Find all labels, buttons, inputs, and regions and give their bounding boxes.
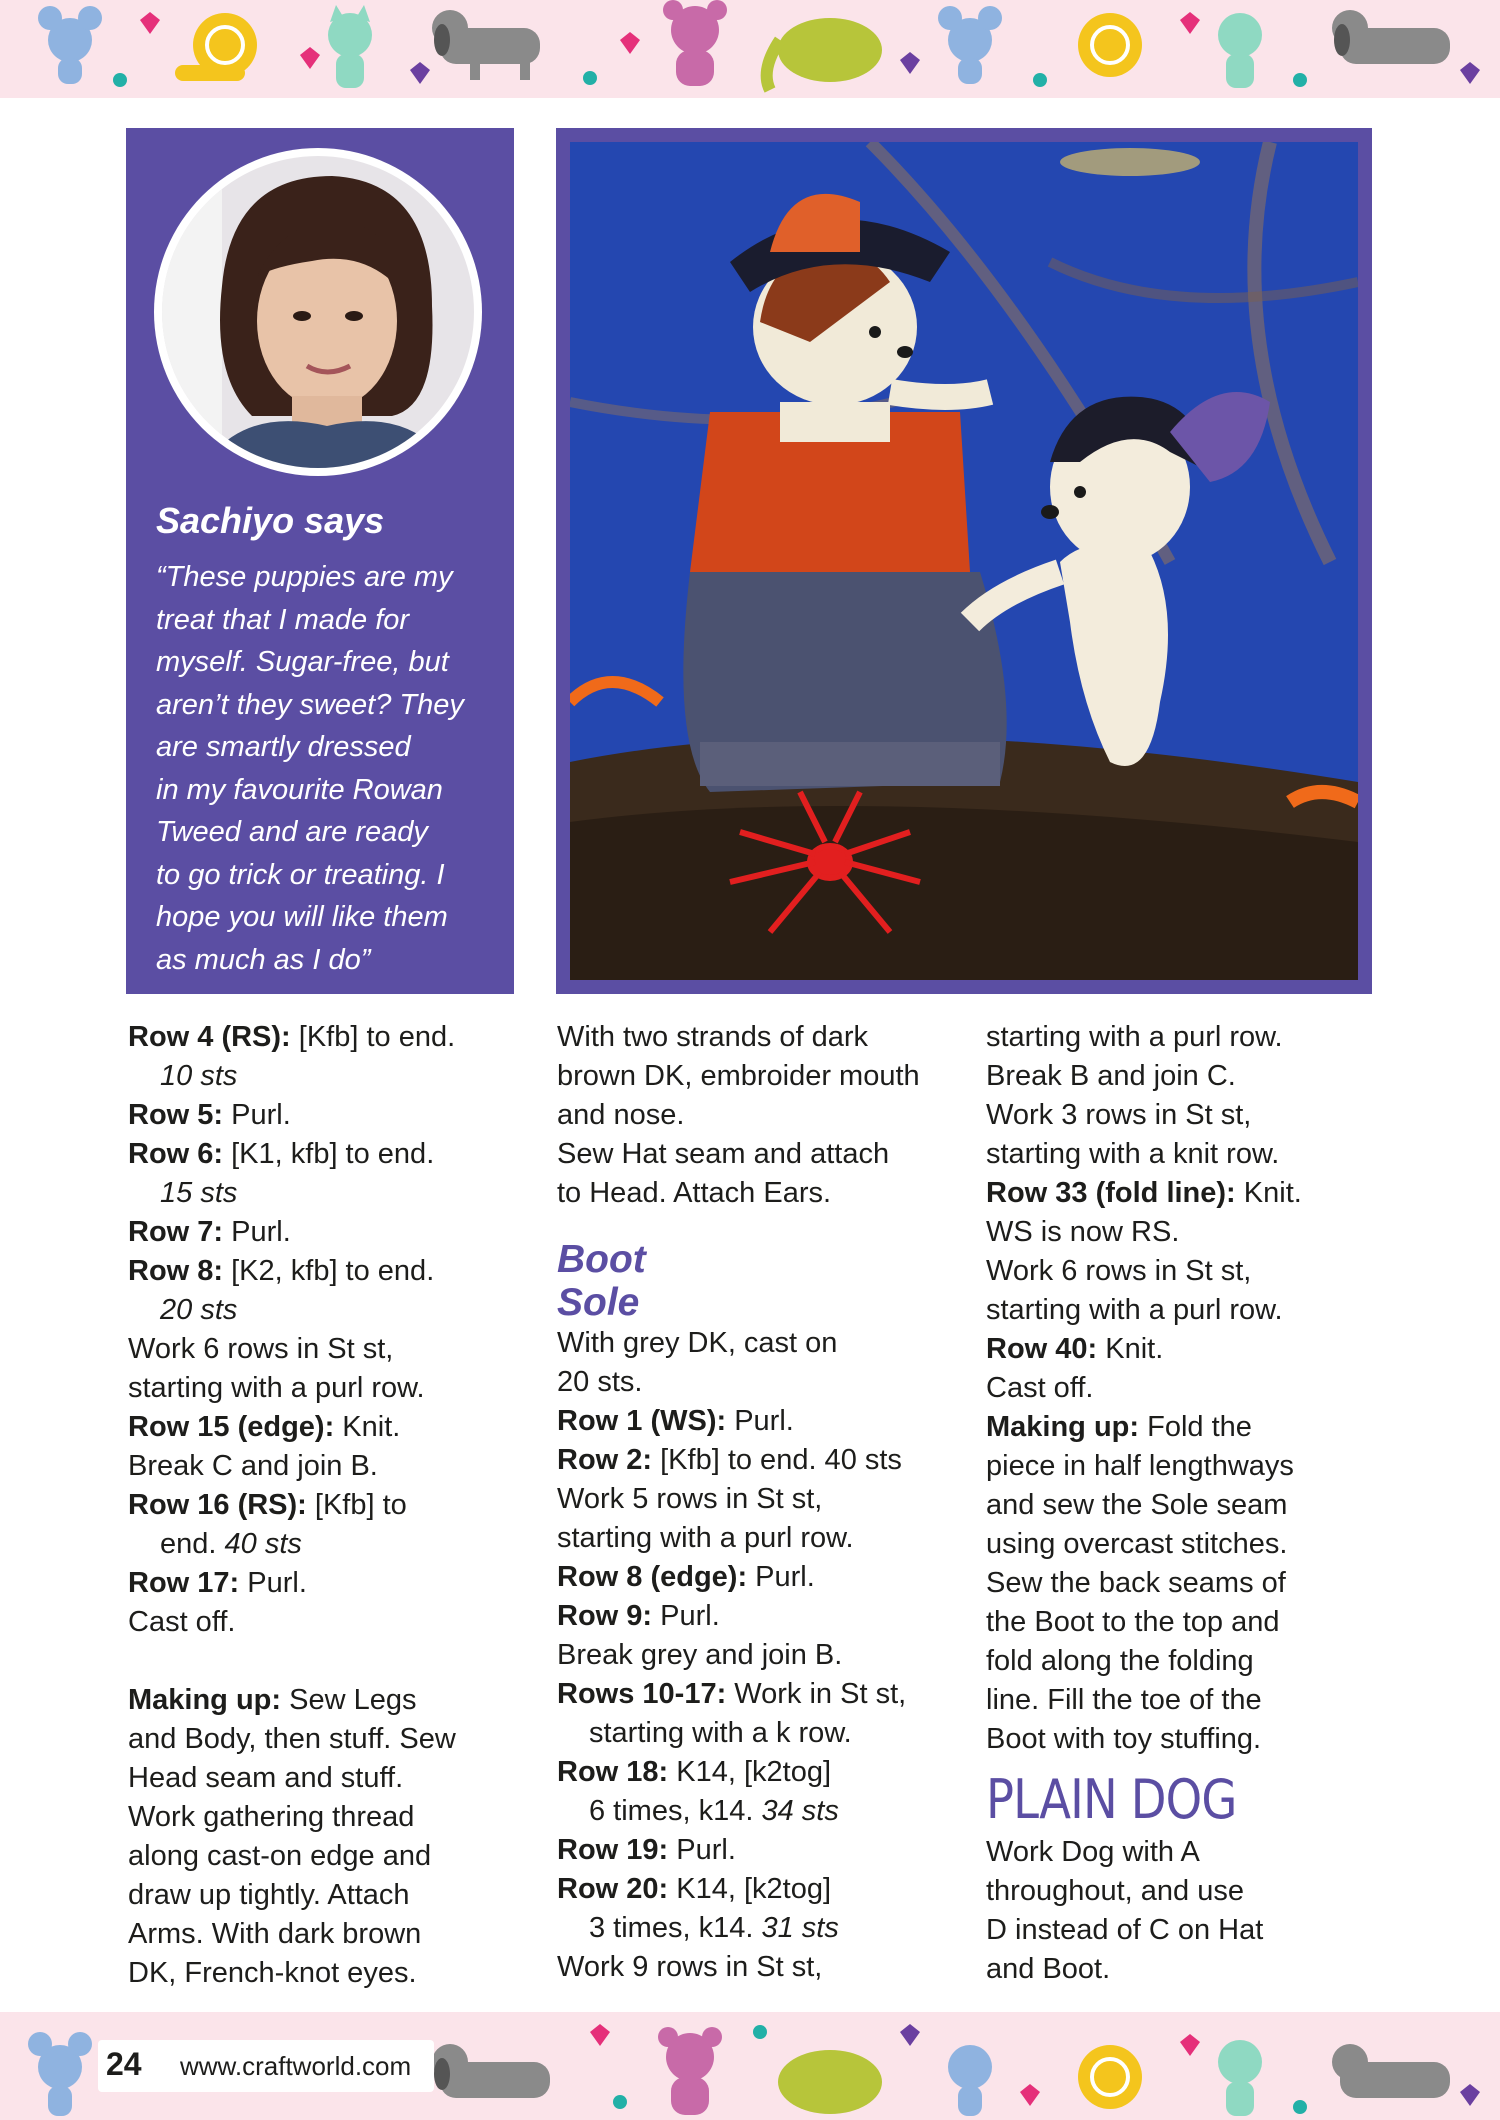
instruction-line: and Boot.: [986, 1953, 1111, 1985]
mouse-icon: [28, 2032, 92, 2116]
instructions-column-3: [986, 1018, 1302, 1989]
instruction-line: Row 18: K14, [k2tog]: [557, 1756, 832, 1788]
instruction-line: Row 8: [K2, kfb] to end.: [128, 1255, 435, 1287]
instruction-line: using overcast stitches.: [986, 1528, 1288, 1560]
instruction-line: Break grey and join B.: [557, 1639, 843, 1671]
instruction-line: Sew Hat seam and attach: [557, 1138, 890, 1170]
instruction-line: Break B and join C.: [986, 1060, 1236, 1092]
instruction-line: Row 20: K14, [k2tog]: [557, 1873, 832, 1905]
elephant-icon: [767, 18, 882, 90]
instruction-line: DK, French-knot eyes.: [128, 1957, 417, 1989]
instruction-line: Sew the back seams of: [986, 1567, 1286, 1599]
instruction-line: WS is now RS.: [986, 1216, 1180, 1248]
instructions-column-1: [128, 1018, 456, 1993]
instruction-line: Row 40: Knit.: [986, 1333, 1164, 1365]
heart-icon: [140, 12, 1200, 69]
instruction-line: 20 sts.: [557, 1366, 643, 1398]
cat-icon: [1218, 2040, 1262, 2116]
quote-line: hope you will like them: [156, 901, 448, 933]
quote-line: in my favourite Rowan: [156, 773, 443, 806]
instruction-line: and nose.: [557, 1099, 685, 1131]
quote-line: aren’t they sweet? They: [156, 688, 464, 721]
instruction-line: Head seam and stuff.: [128, 1762, 404, 1794]
quote-line: are smartly dressed: [156, 731, 411, 763]
quote-line: as much as I do”: [156, 943, 371, 976]
quote-line: “These puppies are my: [156, 561, 453, 593]
author-portrait: [154, 148, 482, 476]
cat-icon: [1218, 13, 1262, 88]
instruction-line: 6 times, k14. 34 sts: [589, 1795, 839, 1827]
snail-icon: [1078, 13, 1142, 77]
quote-line: to go trick or treating. I: [156, 858, 445, 891]
instruction-line: Cast off.: [128, 1606, 236, 1638]
instruction-line: Work 3 rows in St st,: [986, 1099, 1252, 1131]
page-number: 24: [106, 2046, 142, 2082]
instruction-line: throughout, and use: [986, 1875, 1244, 1907]
instruction-line: Row 7: Purl.: [128, 1216, 291, 1248]
instruction-line: Row 4 (RS): [Kfb] to end.: [128, 1021, 456, 1053]
dog-icon: [432, 2044, 550, 2098]
instruction-line: 3 times, k14. 31 sts: [589, 1912, 839, 1944]
author-quote-panel: [126, 128, 514, 994]
stitch-count: 15 sts: [160, 1177, 238, 1209]
instruction-line: With two strands of dark: [557, 1021, 869, 1053]
instruction-line: draw up tightly. Attach: [128, 1879, 410, 1911]
portrait-image: [162, 156, 474, 468]
snail-icon: [175, 13, 257, 81]
instruction-line: Making up: Sew Legs: [128, 1684, 417, 1716]
bottom-decorative-band: [0, 2012, 1500, 2120]
instruction-line: Work 6 rows in St st,: [128, 1333, 394, 1365]
quote-line: treat that I made for: [156, 603, 410, 636]
teddy-icon: [658, 2027, 722, 2115]
instruction-line: starting with a purl row.: [128, 1372, 425, 1404]
instruction-line: Row 5: Purl.: [128, 1099, 291, 1131]
instruction-line: With grey DK, cast on: [557, 1327, 838, 1359]
instruction-line: Row 19: Purl.: [557, 1834, 736, 1866]
dog-icon: [1332, 2044, 1450, 2098]
heart-icon: [410, 52, 1480, 84]
instruction-line: Break C and join B.: [128, 1450, 378, 1482]
section-heading-plain-dog: PLAIN DOG: [986, 1768, 1237, 1831]
teddy-icon: [663, 0, 727, 86]
quote-title: Sachiyo says: [156, 500, 385, 541]
knitted-toys-photo: [556, 128, 1372, 994]
instruction-line: D instead of C on Hat: [986, 1914, 1264, 1946]
instruction-line: Work 5 rows in St st,: [557, 1483, 823, 1515]
instruction-line: and sew the Sole seam: [986, 1489, 1288, 1521]
instruction-line: Cast off.: [986, 1372, 1094, 1404]
stitch-count: 20 sts: [160, 1294, 238, 1326]
instruction-line: Row 17: Purl.: [128, 1567, 307, 1599]
quote-line: Tweed and are ready: [156, 816, 428, 848]
instruction-line: Row 1 (WS): Purl.: [557, 1405, 794, 1437]
instruction-line: the Boot to the top and: [986, 1606, 1280, 1638]
instruction-line: starting with a knit row.: [986, 1138, 1280, 1170]
instruction-line: fold along the folding: [986, 1645, 1254, 1677]
instruction-line: Row 15 (edge): Knit.: [128, 1411, 401, 1443]
instruction-line: starting with a purl row.: [986, 1294, 1283, 1326]
photo-image: [570, 142, 1358, 980]
instruction-line: along cast-on edge and: [128, 1840, 432, 1872]
section-heading: Boot: [557, 1238, 646, 1281]
instruction-line: end. 40 sts: [160, 1528, 302, 1560]
instruction-line: brown DK, embroider mouth: [557, 1060, 920, 1092]
instruction-line: Row 6: [K1, kfb] to end.: [128, 1138, 435, 1170]
mouse-icon: [948, 2045, 992, 2116]
instruction-line: Row 16 (RS): [Kfb] to: [128, 1489, 407, 1521]
instruction-line: Work gathering thread: [128, 1801, 415, 1833]
instruction-line: starting with a purl row.: [557, 1522, 854, 1554]
instruction-line: Making up: Fold the: [986, 1411, 1252, 1443]
snail-icon: [1078, 2045, 1142, 2109]
quote-line: myself. Sugar-free, but: [156, 646, 449, 678]
author-quote: [156, 556, 496, 981]
instruction-line: Row 9: Purl.: [557, 1600, 720, 1632]
website-url: www.craftworld.com: [180, 2051, 412, 2081]
stitch-count: 10 sts: [160, 1060, 238, 1092]
instruction-line: and Body, then stuff. Sew: [128, 1723, 456, 1755]
instruction-line: starting with a purl row.: [986, 1021, 1283, 1053]
mouse-icon: [38, 6, 102, 84]
instruction-line: Work 6 rows in St st,: [986, 1255, 1252, 1287]
instruction-line: Row 33 (fold line): Knit.: [986, 1177, 1302, 1209]
instruction-line: Rows 10-17: Work in St st,: [557, 1678, 907, 1710]
instruction-line: Work 9 rows in St st,: [557, 1951, 823, 1983]
section-heading: Sole: [557, 1281, 640, 1324]
instruction-line: Row 2: [Kfb] to end. 40 sts: [557, 1444, 902, 1476]
top-decorative-band: [0, 0, 1500, 98]
elephant-icon: [778, 2050, 882, 2114]
footer-label: [98, 2040, 434, 2092]
instruction-line: Work Dog with A: [986, 1836, 1200, 1868]
instruction-line: Arms. With dark brown: [128, 1918, 422, 1950]
instruction-line: line. Fill the toe of the: [986, 1684, 1262, 1716]
instruction-line: Row 8 (edge): Purl.: [557, 1561, 815, 1593]
animal-pattern: [0, 0, 1500, 98]
dog-icon: [1332, 10, 1450, 64]
instruction-line: piece in half lengthways: [986, 1450, 1294, 1482]
instruction-line: Boot with toy stuffing.: [986, 1723, 1262, 1755]
cat-icon: [328, 5, 372, 88]
instruction-line: to Head. Attach Ears.: [557, 1177, 832, 1209]
instruction-line: starting with a k row.: [589, 1717, 852, 1749]
dog-icon: [432, 10, 540, 80]
mouse-icon: [938, 6, 1002, 84]
instructions-column-2: [557, 1018, 920, 1987]
